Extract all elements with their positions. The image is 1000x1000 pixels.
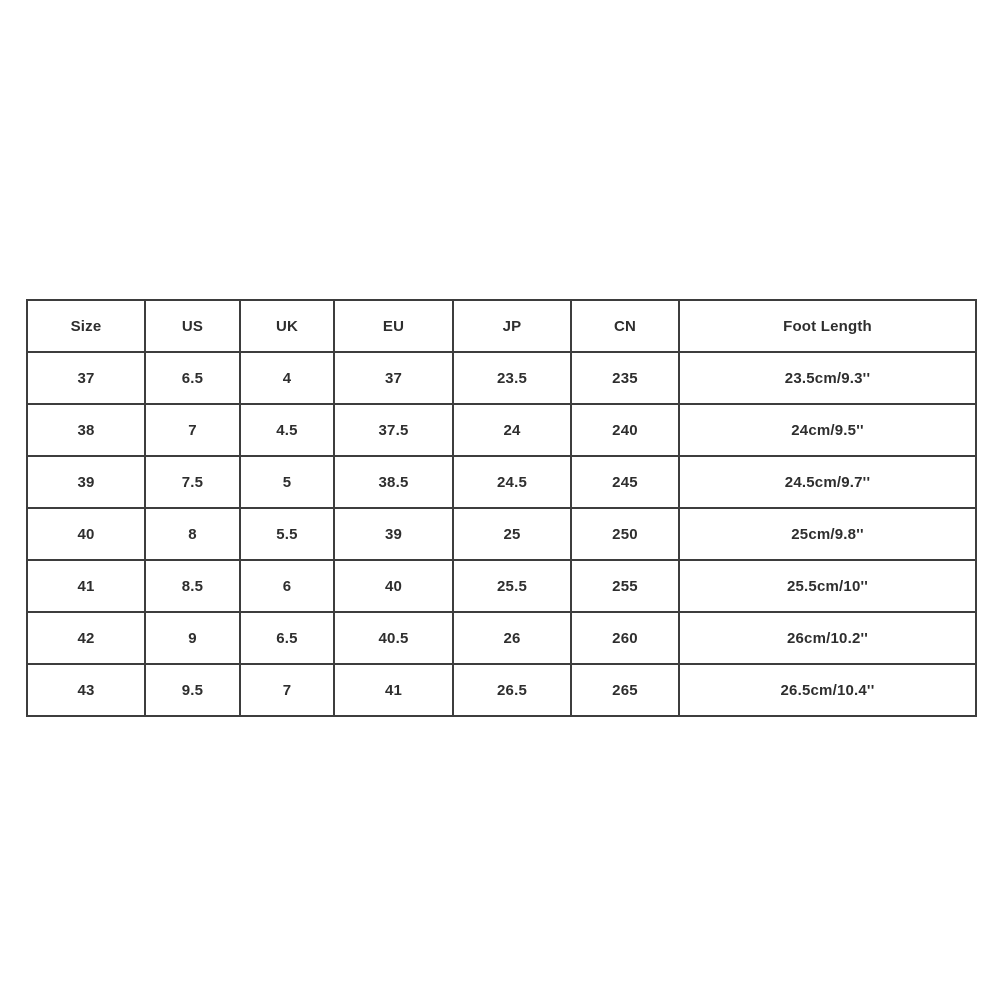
- table-row: [27, 456, 976, 508]
- table-cell: 24: [453, 404, 571, 456]
- table-cell: 26.5cm/10.4'': [679, 664, 976, 716]
- column-header-us: US: [145, 300, 240, 352]
- table-row: [27, 664, 976, 716]
- table-cell: 26cm/10.2'': [679, 612, 976, 664]
- table-cell: 7.5: [145, 456, 240, 508]
- table-cell: 39: [334, 508, 453, 560]
- table-cell: 255: [571, 560, 679, 612]
- table-cell: 37: [27, 352, 145, 404]
- table-cell: 37: [334, 352, 453, 404]
- table-cell: 24.5: [453, 456, 571, 508]
- table-cell: 40: [334, 560, 453, 612]
- column-header-eu: EU: [334, 300, 453, 352]
- table-cell: 25: [453, 508, 571, 560]
- table-cell: 25cm/9.8'': [679, 508, 976, 560]
- table-cell: 240: [571, 404, 679, 456]
- table-cell: 7: [145, 404, 240, 456]
- table-cell: 7: [240, 664, 334, 716]
- table-cell: 23.5: [453, 352, 571, 404]
- table-cell: 8.5: [145, 560, 240, 612]
- table-cell: 39: [27, 456, 145, 508]
- table-cell: 9: [145, 612, 240, 664]
- table-cell: 8: [145, 508, 240, 560]
- table-cell: 4: [240, 352, 334, 404]
- table-header-row: [27, 300, 976, 352]
- table-cell: 41: [334, 664, 453, 716]
- table-cell: 43: [27, 664, 145, 716]
- table-cell: 5.5: [240, 508, 334, 560]
- column-header-uk: UK: [240, 300, 334, 352]
- table-cell: 41: [27, 560, 145, 612]
- table-row: [27, 508, 976, 560]
- table-cell: 24cm/9.5'': [679, 404, 976, 456]
- table-cell: 42: [27, 612, 145, 664]
- table-cell: 37.5: [334, 404, 453, 456]
- table-cell: 250: [571, 508, 679, 560]
- table-cell: 25.5: [453, 560, 571, 612]
- table-cell: 9.5: [145, 664, 240, 716]
- table-row: [27, 560, 976, 612]
- table-cell: 245: [571, 456, 679, 508]
- table-cell: 26.5: [453, 664, 571, 716]
- column-header-cn: CN: [571, 300, 679, 352]
- table-cell: 23.5cm/9.3'': [679, 352, 976, 404]
- table-cell: 6: [240, 560, 334, 612]
- table-cell: 38: [27, 404, 145, 456]
- table-cell: 40.5: [334, 612, 453, 664]
- table-cell: 235: [571, 352, 679, 404]
- table-cell: 5: [240, 456, 334, 508]
- table-cell: 25.5cm/10'': [679, 560, 976, 612]
- table-cell: 6.5: [145, 352, 240, 404]
- column-header-size: Size: [27, 300, 145, 352]
- column-header-foot-length: Foot Length: [679, 300, 976, 352]
- table-cell: 6.5: [240, 612, 334, 664]
- size-chart-table: [26, 299, 977, 717]
- table-cell: 265: [571, 664, 679, 716]
- table-cell: 26: [453, 612, 571, 664]
- table-row: [27, 612, 976, 664]
- table-cell: 40: [27, 508, 145, 560]
- table-cell: 24.5cm/9.7'': [679, 456, 976, 508]
- table-cell: 260: [571, 612, 679, 664]
- table-row: [27, 352, 976, 404]
- table-row: [27, 404, 976, 456]
- table-cell: 4.5: [240, 404, 334, 456]
- column-header-jp: JP: [453, 300, 571, 352]
- table-cell: 38.5: [334, 456, 453, 508]
